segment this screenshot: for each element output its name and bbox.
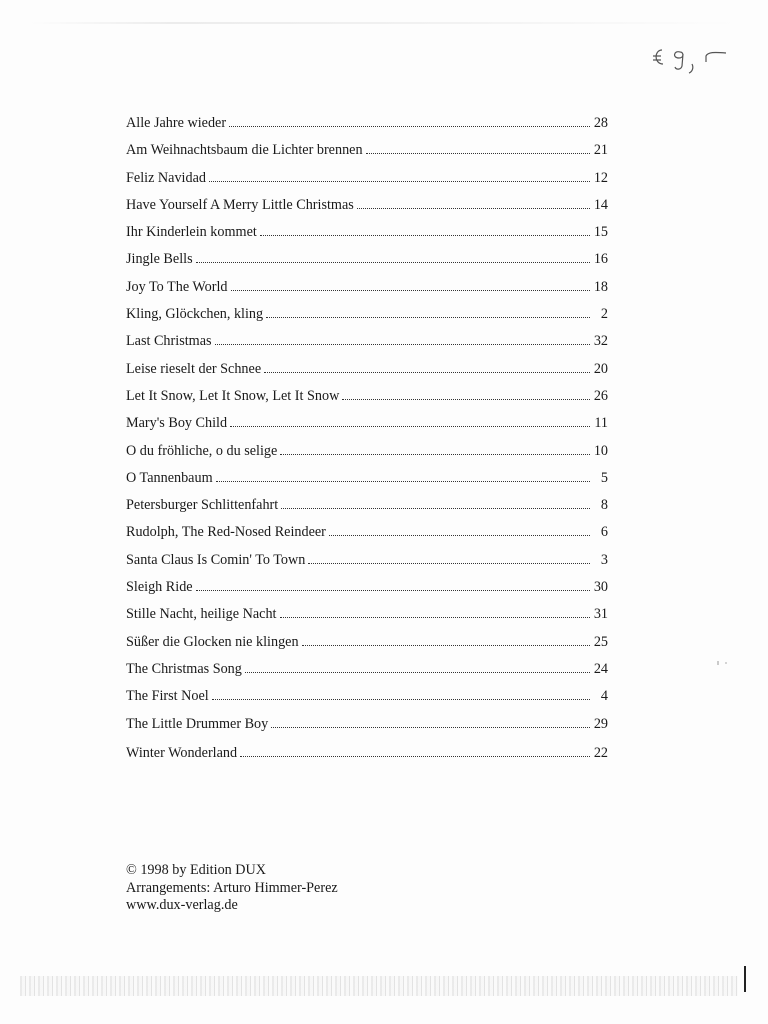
toc-dot-leader xyxy=(264,372,590,373)
toc-entry-title: Stille Nacht, heilige Nacht xyxy=(126,606,277,623)
toc-entry-title: Leise rieselt der Schnee xyxy=(126,360,262,377)
toc-entry-title: Mary's Boy Child xyxy=(126,415,228,432)
scan-edge-mark xyxy=(744,966,746,992)
toc-entry-title: Have Yourself A Merry Little Christmas xyxy=(126,196,354,213)
toc-dot-leader xyxy=(229,126,590,127)
toc-entry-page-number: 15 xyxy=(593,224,608,241)
toc-dot-leader xyxy=(216,481,590,482)
toc-entry-page-number: 12 xyxy=(593,169,608,186)
toc-entry-title: Feliz Navidad xyxy=(126,169,206,186)
toc-entry xyxy=(126,383,608,410)
toc-entry-page-number: 24 xyxy=(593,660,608,677)
toc-dot-leader xyxy=(281,508,590,509)
toc-entry-page-number: 29 xyxy=(593,715,608,732)
toc-dot-leader xyxy=(280,454,590,455)
toc-entry-title: Winter Wonderland xyxy=(126,744,238,761)
toc-entry xyxy=(126,356,608,383)
toc-entry xyxy=(126,683,608,710)
copyright-line: © 1998 by Edition DUX xyxy=(126,862,267,878)
toc-entry-page-number: 32 xyxy=(593,333,608,350)
scan-edge-bottom xyxy=(20,976,738,996)
toc-entry-title: The First Noel xyxy=(126,688,209,705)
handwritten-price-note xyxy=(648,42,730,78)
toc-dot-leader xyxy=(240,756,590,757)
toc-dot-leader xyxy=(366,153,590,154)
toc-entry-title: Rudolph, The Red-Nosed Reindeer xyxy=(126,524,326,541)
toc-entry xyxy=(126,274,608,301)
toc-dot-leader xyxy=(231,290,590,291)
toc-dot-leader xyxy=(230,426,590,427)
toc-entry xyxy=(126,601,608,628)
website-line: www.dux-verlag.de xyxy=(126,897,238,913)
toc-entry xyxy=(126,740,608,767)
scan-speck xyxy=(716,660,730,666)
toc-dot-leader xyxy=(196,262,590,263)
toc-entry-title: Joy To The World xyxy=(126,278,228,295)
toc-entry-page-number: 6 xyxy=(600,524,608,541)
toc-dot-leader xyxy=(271,727,590,728)
toc-dot-leader xyxy=(342,399,590,400)
toc-entry-title: Petersburger Schlittenfahrt xyxy=(126,497,279,514)
toc-entry-page-number: 31 xyxy=(593,606,608,623)
publisher-footer xyxy=(126,862,338,915)
toc-entry xyxy=(126,219,608,246)
toc-entry-title: Jingle Bells xyxy=(126,251,193,268)
toc-dot-leader xyxy=(209,181,590,182)
toc-entry xyxy=(126,110,608,137)
toc-entry-page-number: 10 xyxy=(593,442,608,459)
toc-entry-page-number: 22 xyxy=(593,744,608,761)
toc-entry xyxy=(126,192,608,219)
toc-entry xyxy=(126,465,608,492)
toc-entry-title: Alle Jahre wieder xyxy=(126,115,227,131)
toc-entry xyxy=(126,519,608,546)
toc-entry-title: Santa Claus Is Comin' To Town xyxy=(126,551,306,568)
toc-entry-page-number: 21 xyxy=(593,142,608,159)
toc-dot-leader xyxy=(212,699,590,700)
toc-entry-title: Süßer die Glocken nie klingen xyxy=(126,633,299,650)
toc-entry xyxy=(126,137,608,164)
toc-entry xyxy=(126,438,608,465)
handwriting-graphic xyxy=(648,42,730,78)
toc-dot-leader xyxy=(215,344,590,345)
toc-entry xyxy=(126,165,608,192)
toc-entry xyxy=(126,711,608,738)
toc-entry-title: The Little Drummer Boy xyxy=(126,715,269,732)
toc-entry-page-number: 30 xyxy=(593,579,608,596)
toc-dot-leader xyxy=(302,645,590,646)
toc-entry-page-number: 4 xyxy=(600,688,608,705)
arrangements-line: Arrangements: Arturo Himmer-Perez xyxy=(126,879,338,896)
toc-entry xyxy=(126,301,608,328)
toc-entry-page-number: 2 xyxy=(600,306,608,323)
toc-entry xyxy=(126,492,608,519)
toc-entry xyxy=(126,410,608,437)
toc-entry-title: Last Christmas xyxy=(126,333,212,350)
toc-entry-title: Sleigh Ride xyxy=(126,579,193,596)
toc-entry-title: The Christmas Song xyxy=(126,660,242,677)
toc-entry xyxy=(126,656,608,683)
toc-entry-title: O du fröhliche, o du selige xyxy=(126,442,278,459)
toc-entry-page-number: 5 xyxy=(600,469,608,486)
toc-entry-page-number: 28 xyxy=(593,115,608,131)
toc-entry-page-number: 14 xyxy=(593,196,608,213)
toc-entry-title: Let It Snow, Let It Snow, Let It Snow xyxy=(126,387,340,404)
toc-dot-leader xyxy=(245,672,590,673)
toc-entry-page-number: 16 xyxy=(593,251,608,268)
toc-entry-page-number: 11 xyxy=(594,415,608,432)
toc-entry-title: O Tannenbaum xyxy=(126,469,213,486)
toc-entry-page-number: 25 xyxy=(593,633,608,650)
toc-dot-leader xyxy=(260,235,590,236)
scan-edge-top xyxy=(30,22,738,24)
toc-dot-leader xyxy=(329,535,590,536)
toc-entry-page-number: 20 xyxy=(593,360,608,377)
toc-entry-page-number: 8 xyxy=(600,497,608,514)
toc-entry-title: Am Weihnachtsbaum die Lichter brennen xyxy=(126,142,363,159)
toc-dot-leader xyxy=(196,590,590,591)
toc-dot-leader xyxy=(280,617,590,618)
toc-dot-leader xyxy=(266,317,590,318)
toc-entry-title: Ihr Kinderlein kommet xyxy=(126,224,257,241)
toc-entry xyxy=(126,547,608,574)
toc-entry xyxy=(126,328,608,355)
toc-entry-page-number: 26 xyxy=(593,387,608,404)
toc-entry-page-number: 18 xyxy=(593,278,608,295)
toc-entry xyxy=(126,246,608,273)
toc-entry xyxy=(126,574,608,601)
toc-entry-title: Kling, Glöckchen, kling xyxy=(126,306,264,323)
toc-dot-leader xyxy=(308,563,590,564)
toc-entry xyxy=(126,629,608,656)
toc-dot-leader xyxy=(357,208,590,209)
toc-entry-page-number: 3 xyxy=(600,551,608,568)
table-of-contents xyxy=(126,110,608,767)
